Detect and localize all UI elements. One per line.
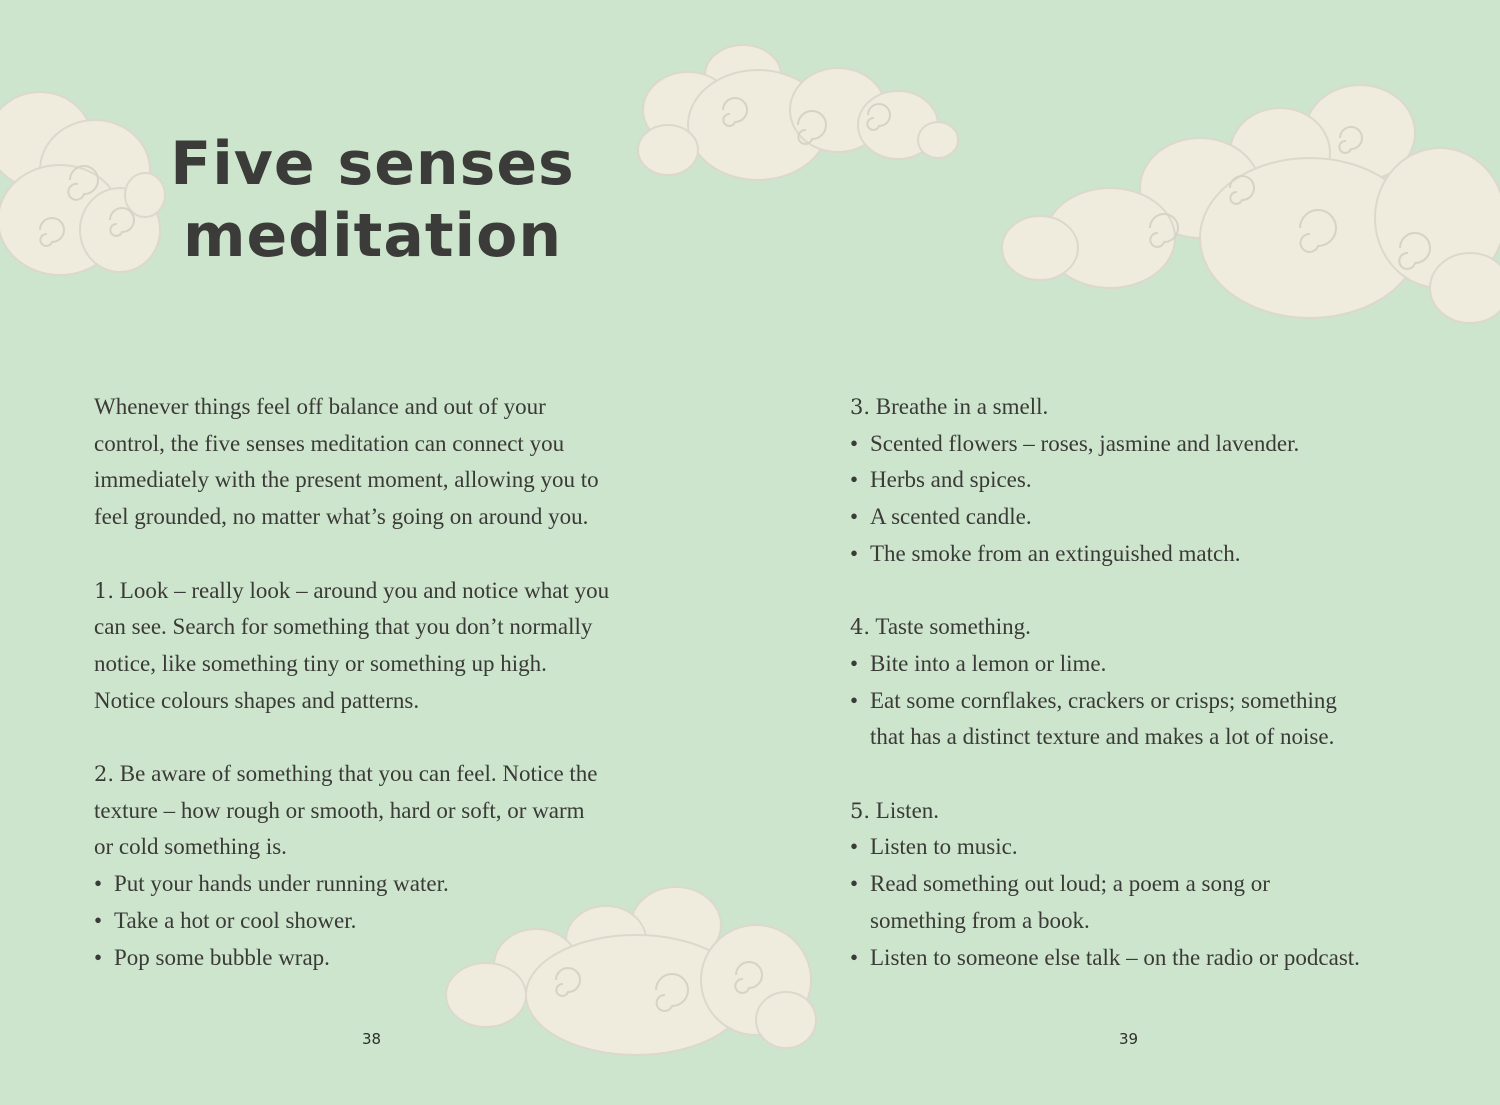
page-title	[150, 128, 595, 272]
step-text-line: or cold something is.	[94, 834, 287, 860]
page-number-right: 39	[1119, 1030, 1139, 1048]
step-3	[850, 389, 1450, 426]
step-number: 4.	[850, 615, 871, 640]
step-number: 3.	[850, 395, 871, 419]
intro-line: feel grounded, no matter what’s going on around you.	[94, 504, 589, 530]
cloud-illustration-top-center	[628, 30, 963, 190]
left-column	[94, 389, 674, 976]
right-column	[850, 389, 1450, 976]
step-heading: Taste something.	[875, 614, 1031, 640]
step-text-line: notice, like something tiny or something up high.	[94, 650, 547, 676]
intro-line: control, the five senses meditation can connect you	[94, 430, 565, 456]
step-heading: Listen.	[875, 797, 940, 823]
cloud-illustration-top-left	[0, 80, 170, 290]
step-number: 1.	[94, 578, 115, 603]
step-text-line: Notice colours shapes and patterns.	[94, 687, 420, 713]
cloud-illustration-top-right	[1000, 78, 1500, 333]
intro-line: Whenever things feel off balance and out of your	[94, 394, 546, 419]
list-item: • Put your hands under running water.	[94, 866, 674, 903]
step-text-line: texture – how rough or smooth, hard or soft, or warm	[94, 797, 585, 823]
title-line-2: meditation	[182, 201, 563, 271]
list-item: • Listen to music.	[850, 829, 1450, 866]
title-line-1: Five senses	[170, 129, 575, 199]
step-number: 2.	[94, 762, 115, 786]
step-text-line: Be aware of something that you can feel. Notice the	[119, 761, 598, 786]
list-item: • The smoke from an extinguished match.	[850, 536, 1450, 573]
list-item: • A scented candle.	[850, 499, 1450, 536]
intro-paragraph	[94, 389, 674, 536]
step-3-bullets	[850, 426, 1450, 573]
step-2	[94, 756, 674, 866]
step-text-line: Look – really look – around you and notice what you	[119, 577, 610, 603]
list-item: • Herbs and spices.	[850, 462, 1450, 499]
list-item: • Pop some bubble wrap.	[94, 940, 674, 977]
step-4-bullets	[850, 646, 1450, 756]
step-5-bullets	[850, 829, 1450, 976]
step-heading: Breathe in a smell.	[875, 394, 1049, 419]
page-number-left: 38	[362, 1030, 382, 1048]
step-4	[850, 609, 1450, 646]
step-1	[94, 573, 674, 720]
list-item: • Bite into a lemon or lime.	[850, 646, 1450, 683]
list-item: • Eat some cornflakes, crackers or crisps; something that has a distinct texture and makes a lot of noise.	[850, 683, 1450, 756]
step-2-bullets	[94, 866, 674, 976]
list-item: • Take a hot or cool shower.	[94, 903, 674, 940]
step-5	[850, 793, 1450, 830]
step-number: 5.	[850, 798, 871, 823]
list-item: • Listen to someone else talk – on the radio or podcast.	[850, 940, 1450, 977]
step-text-line: can see. Search for something that you don’t normally	[94, 614, 593, 640]
list-item: • Scented flowers – roses, jasmine and lavender.	[850, 426, 1450, 463]
intro-line: immediately with the present moment, allowing you to	[94, 467, 599, 493]
list-item: • Read something out loud; a poem a song or something from a book.	[850, 866, 1450, 939]
